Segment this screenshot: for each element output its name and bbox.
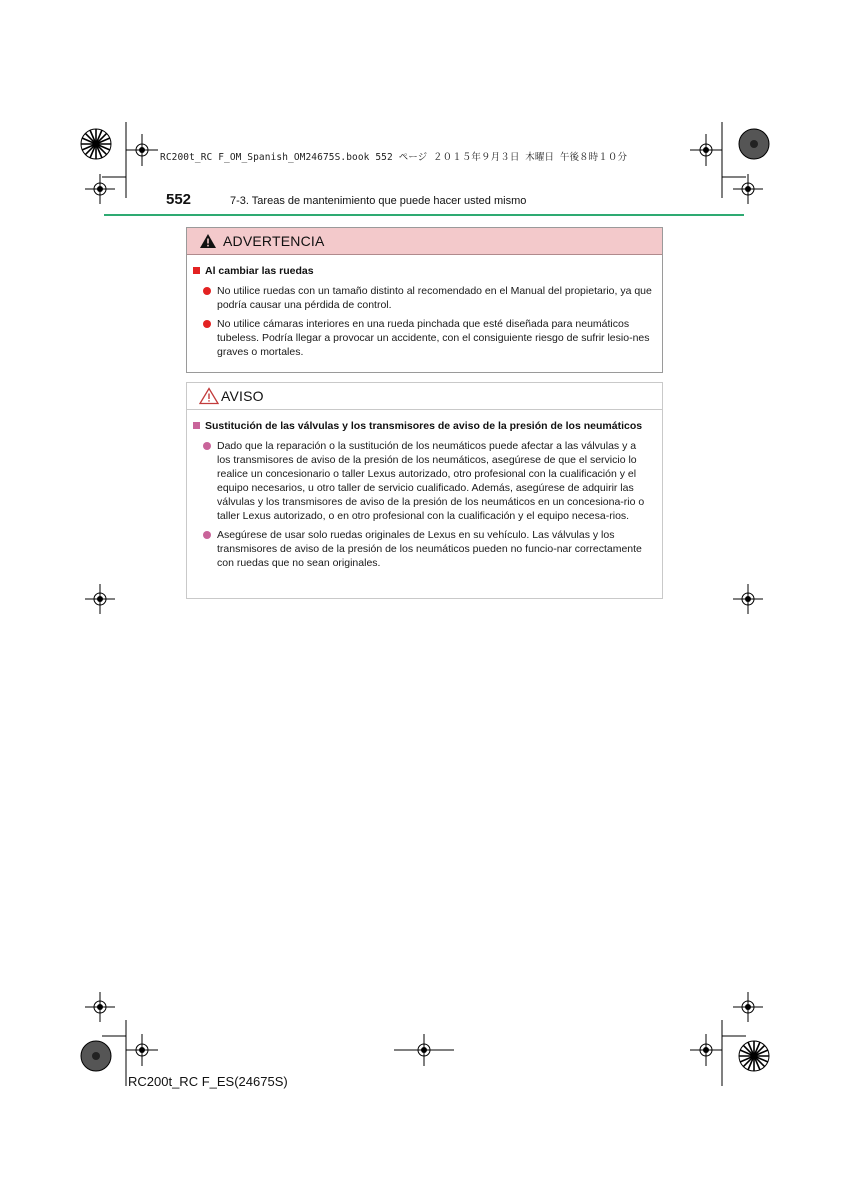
registration-mark-icon xyxy=(690,134,722,166)
sunburst-mark-icon xyxy=(738,1040,770,1072)
notice-bullet-text: Asegúrese de usar solo ruedas originales de Lexus en su vehículo. Las válvulas y los transmisores de aviso de la presión de los neumáticos pueden no funcio-nar correctamente con ruedas que no sean originales. xyxy=(217,529,642,569)
registration-mark-icon xyxy=(85,584,115,614)
registration-mark-icon xyxy=(690,1034,722,1066)
header-rule xyxy=(104,214,744,216)
warning-bullet xyxy=(203,284,652,312)
red-dot-icon xyxy=(203,320,211,328)
warning-bullet-text: No utilice cámaras interiores en una rueda pinchada que esté diseñada para neumáticos tubeless. Podría llegar a provocar un accidente, con el consiguiente riesgo de sufrir lesio-nes graves o mortales. xyxy=(217,318,650,358)
warning-heading xyxy=(193,264,652,278)
square-bullet-icon xyxy=(193,422,200,429)
registration-mark-icon xyxy=(733,992,763,1022)
print-header: RC200t_RC F_OM_Spanish_OM24675S.book 552 ページ ２０１５年９月３日 木曜日 午後８時１０分 xyxy=(160,152,628,163)
sunburst-mark-icon xyxy=(80,128,112,160)
notice-box xyxy=(186,382,663,599)
notice-heading-text: Sustitución de las válvulas y los transmisores de aviso de la presión de los neumáticos xyxy=(205,420,643,432)
warning-bullet xyxy=(203,317,652,359)
notice-bullet xyxy=(203,528,652,570)
registration-mark-icon xyxy=(733,584,763,614)
pink-dot-icon xyxy=(203,531,211,539)
section-title: 7-3. Tareas de mantenimiento que puede hacer usted mismo xyxy=(230,195,527,207)
notice-title: AVISO xyxy=(221,388,264,404)
warning-body xyxy=(187,255,662,359)
warning-heading-text: Al cambiar las ruedas xyxy=(205,265,314,277)
page-number: 552 xyxy=(166,191,192,208)
pink-dot-icon xyxy=(203,442,211,450)
dark-sunburst-mark-icon xyxy=(80,1040,112,1072)
footer-code: RC200t_RC F_ES(24675S) xyxy=(128,1074,288,1089)
registration-mark-icon xyxy=(85,174,115,204)
notice-body xyxy=(187,410,662,570)
red-dot-icon xyxy=(203,287,211,295)
registration-mark-icon xyxy=(85,992,115,1022)
registration-mark-icon xyxy=(126,1034,158,1066)
registration-mark-icon xyxy=(126,134,158,166)
registration-mark-icon xyxy=(733,174,763,204)
caution-triangle-icon xyxy=(199,387,219,405)
warning-title: ADVERTENCIA xyxy=(223,233,325,249)
notice-header xyxy=(187,383,662,410)
warning-box xyxy=(186,227,663,373)
warning-triangle-icon xyxy=(199,233,217,249)
warning-bullet-text: No utilice ruedas con un tamaño distinto al recomendado en el Manual del propietario, ya que podría causar una pérdida de control. xyxy=(217,285,652,311)
notice-bullet xyxy=(203,439,652,523)
dark-sunburst-mark-icon xyxy=(738,128,770,160)
registration-mark-icon xyxy=(394,1034,454,1066)
warning-header xyxy=(187,228,662,255)
notice-heading xyxy=(193,419,652,433)
square-bullet-icon xyxy=(193,267,200,274)
notice-bullet-text: Dado que la reparación o la sustitución de los neumáticos puede afectar a las válvulas y a los transmisores de aviso de la presión de los neumáticos, asegúrese de que el servicio lo realice un concesionario o taller Lexus autorizado, otro profesional con la cualificación y el equipo necesarios, u otro taller de servicio cualificado. Además, asegúrese de adquirir las válvulas y los transmisores de aviso de la presión de los neumáticos en un concesiona-rio o taller Lexus autorizado, o en otro profesional con la cualificación y el equipo necesa-rios. xyxy=(217,440,645,522)
